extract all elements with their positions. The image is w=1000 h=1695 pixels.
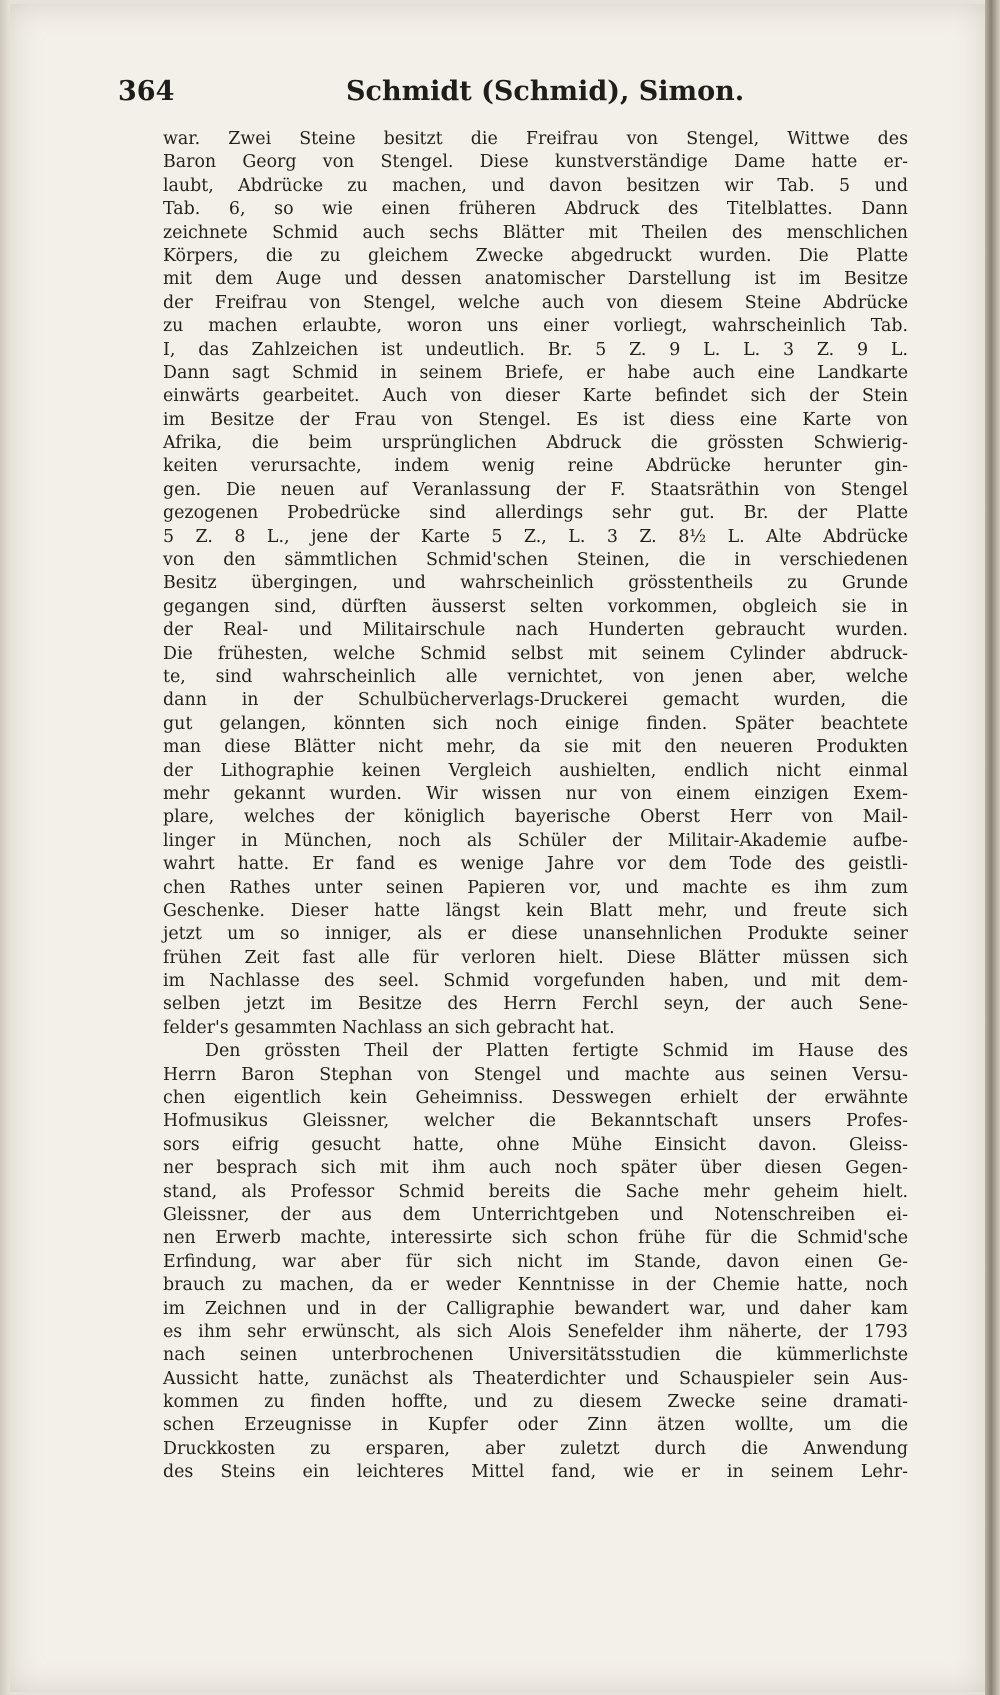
text-line: war. Zwei Steine besitzt die Freifrau von Stengel, Wittwe des xyxy=(163,129,908,149)
text-line: Tab. 6, so wie einen früheren Abdruck des Titelblattes. Dann xyxy=(163,199,908,220)
text-line: Die frühesten, welche Schmid selbst mit seinem Cylinder abdruck- xyxy=(163,643,908,664)
paragraph-end-line: felder's gesammten Nachlass an sich gebracht hat. xyxy=(163,1017,615,1038)
text-line: Baron Georg von Stengel. Diese kunstverständige Dame hatte er- xyxy=(163,152,908,173)
text-line: wahrt hatte. Er fand es wenige Jahre vor dem Tode des geistli- xyxy=(163,854,908,875)
text-line: frühen Zeit fast alle für verloren hielt. Diese Blätter müssen sich xyxy=(163,947,908,968)
text-line: gut gelangen, könnten sich noch einige finden. Später beachtete xyxy=(163,713,908,734)
text-line: Aussicht hatte, zunächst als Theaterdichter und Schauspieler sein Aus- xyxy=(163,1368,908,1389)
paragraph-start-line: Den grössten Theil der Platten fertigte Schmid im Hause des xyxy=(205,1041,908,1062)
text-line: 5 Z. 8 L., jene der Karte 5 Z., L. 3 Z. 8½ L. Alte Abdrücke xyxy=(163,526,908,547)
text-line: sors eifrig gesucht hatte, ohne Mühe Einsicht davon. Gleiss- xyxy=(163,1134,908,1155)
text-line: laubt, Abdrücke zu machen, und davon besitzen wir Tab. 5 und xyxy=(163,175,908,196)
text-line: gezogenen Probedrücke sind allerdings sehr gut. Br. der Platte xyxy=(163,503,908,524)
page-edge xyxy=(985,0,1000,1695)
text-line: Druckkosten zu ersparen, aber zuletzt durch die Anwendung xyxy=(163,1438,908,1459)
text-line: kommen zu finden hoffte, und zu diesem Zwecke seine dramati- xyxy=(163,1392,908,1413)
text-line: es ihm sehr erwünscht, als sich Alois Senefelder ihm näherte, der 1793 xyxy=(163,1321,908,1342)
text-line: gegangen sind, dürften äusserst selten vorkommen, obgleich sie in xyxy=(163,596,908,617)
text-line: zu machen erlaubte, woron uns einer vorliegt, wahrscheinlich Tab. xyxy=(163,316,908,337)
text-line: nach seinen unterbrochenen Universitätsstudien die kümmerlichste xyxy=(163,1345,908,1366)
text-line: der Real- und Militairschule nach Hunderten gebraucht wurden. xyxy=(163,620,908,641)
text-line: selben jetzt im Besitze des Herrn Ferchl seyn, der auch Sene- xyxy=(163,994,908,1015)
text-line: zeichnete Schmid auch sechs Blätter mit Theilen des menschlichen xyxy=(163,222,908,243)
text-line: Besitz übergingen, und wahrscheinlich grösstentheils zu Grunde xyxy=(163,573,908,594)
text-line: brauch zu machen, da er weder Kenntnisse in der Chemie hatte, noch xyxy=(163,1275,908,1296)
text-line: ner besprach sich mit ihm auch noch später über diesen Gegen- xyxy=(163,1158,908,1179)
text-line: des Steins ein leichteres Mittel fand, wie er in seinem Lehr- xyxy=(163,1462,908,1483)
text-line: Geschenke. Dieser hatte längst kein Blatt mehr, und freute sich xyxy=(163,900,908,921)
text-line: im Zeichnen und in der Calligraphie bewandert war, und daher kam xyxy=(163,1298,908,1319)
text-line: Erfindung, war aber für sich nicht im Stande, davon einen Ge- xyxy=(163,1251,908,1272)
text-line: der Lithographie keinen Vergleich aushielten, endlich nicht einmal xyxy=(163,760,908,781)
binding-shadow xyxy=(0,0,10,1695)
text-line: Dann sagt Schmid in seinem Briefe, er habe auch eine Landkarte xyxy=(163,362,908,383)
text-line: I, das Zahlzeichen ist undeutlich. Br. 5 Z. 9 L. L. 3 Z. 9 L. xyxy=(163,339,908,360)
text-line: Herrn Baron Stephan von Stengel und machte aus seinen Versu- xyxy=(163,1064,908,1085)
text-line: dann in der Schulbücherverlags-Druckerei gemacht wurden, die xyxy=(163,690,908,711)
text-line: Gleissner, der aus dem Unterrichtgeben und Notenschreiben ei- xyxy=(163,1204,908,1225)
text-line: linger in München, noch als Schüler der Militair-Akademie aufbe- xyxy=(163,830,908,851)
text-line: Hofmusikus Gleissner, welcher die Bekanntschaft unsers Profes- xyxy=(163,1111,908,1132)
text-line: te, sind wahrscheinlich alle vernichtet, von jenen aber, welche xyxy=(163,666,908,687)
text-line: keiten verursachte, indem wenig reine Abdrücke herunter gin- xyxy=(163,456,908,477)
text-line: schen Erzeugnisse in Kupfer oder Zinn ätzen wollte, um die xyxy=(163,1415,908,1436)
text-line: Körpers, die zu gleichem Zwecke abgedruckt wurden. Die Platte xyxy=(163,245,908,266)
text-line: chen Rathes unter seinen Papieren vor, und machte es ihm zum xyxy=(163,877,908,898)
text-line: der Freifrau von Stengel, welche auch von diesem Steine Abdrücke xyxy=(163,292,908,313)
text-line: chen eigentlich kein Geheimniss. Desswegen erhielt der erwähnte xyxy=(163,1088,908,1109)
text-line: von den sämmtlichen Schmid'schen Steinen, die in verschiedenen xyxy=(163,550,908,571)
text-line: einwärts gearbeitet. Auch von dieser Karte befindet sich der Stein xyxy=(163,386,908,407)
text-line: mehr gekannt wurden. Wir wissen nur von einem einzigen Exem- xyxy=(163,783,908,804)
text-line: Afrika, die beim ursprünglichen Abdruck die grössten Schwierig- xyxy=(163,433,908,454)
page-number: 364 xyxy=(118,76,175,107)
text-line: mit dem Auge und dessen anatomischer Darstellung ist im Besitze xyxy=(163,269,908,290)
text-line: stand, als Professor Schmid bereits die Sache mehr geheim hielt. xyxy=(163,1181,908,1202)
text-line: plare, welches der königlich bayerische Oberst Herr von Mail- xyxy=(163,807,908,828)
body-text xyxy=(163,128,908,1485)
text-line: nen Erwerb machte, interessirte sich schon frühe für die Schmid'sche xyxy=(163,1228,908,1249)
text-line: man diese Blätter nicht mehr, da sie mit den neueren Produkten xyxy=(163,737,908,758)
page-header xyxy=(118,76,918,116)
text-line: gen. Die neuen auf Veranlassung der F. Staatsräthin von Stengel xyxy=(163,479,908,500)
running-head: Schmidt (Schmid), Simon. xyxy=(346,76,745,107)
text-line: im Besitze der Frau von Stengel. Es ist diess eine Karte von xyxy=(163,409,908,430)
text-line: im Nachlasse des seel. Schmid vorgefunden haben, und mit dem- xyxy=(163,971,908,992)
text-line: jetzt um so inniger, als er diese unansehnlichen Produkte seiner xyxy=(163,924,908,945)
